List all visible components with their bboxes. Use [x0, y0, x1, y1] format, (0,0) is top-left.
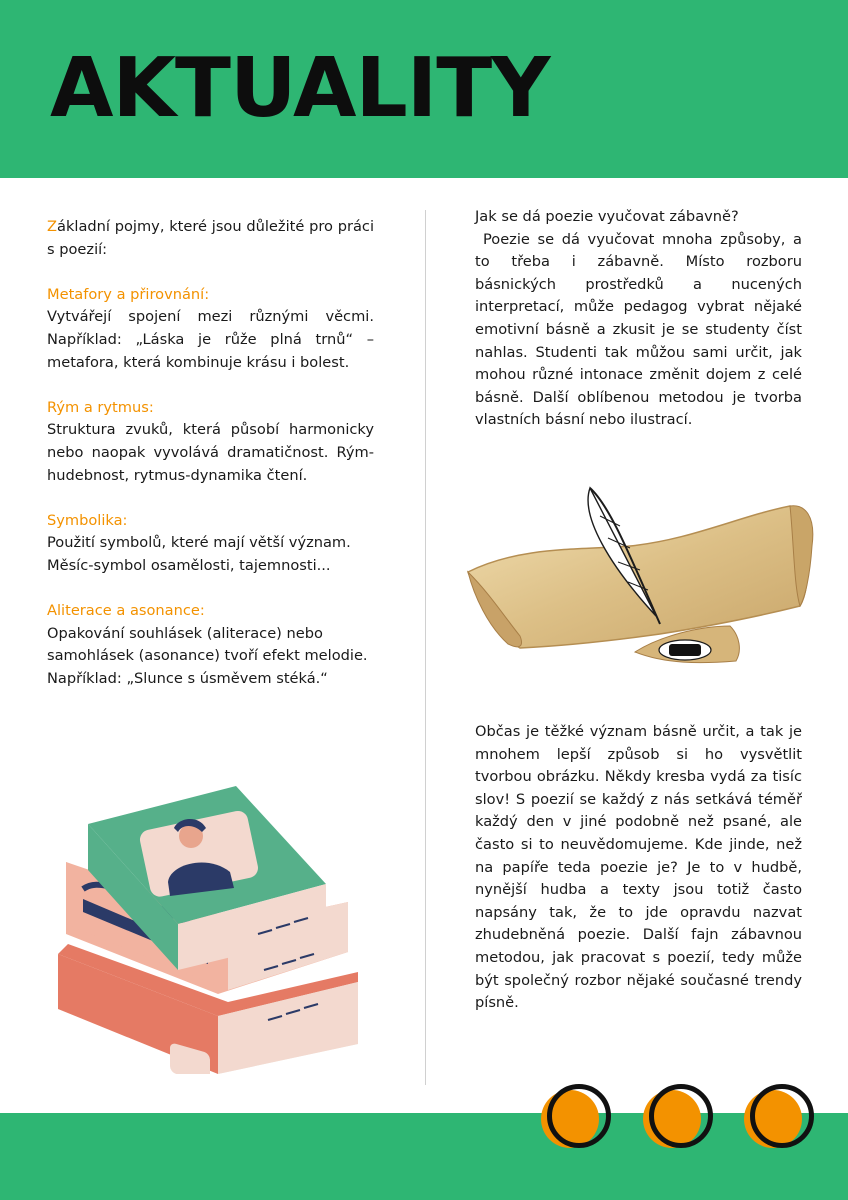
- heading-metafory: Metafory a přirovnání:: [47, 285, 210, 303]
- body-rym: Struktura zvuků, která působí harmonicky nebo naopak vyvolává dramatičnost. Rým-hudebnost, rytmus-dynamika čtení.: [47, 421, 374, 484]
- body-symbolika: Použití symbolů, které mají větší význam.: [47, 534, 351, 552]
- body-metafory: Vytvářejí spojení mezi různými věcmi. Například: „Láska je růže plná trnů“ – metafora, která kombinuje krásu i bolest.: [47, 308, 374, 371]
- heading-symbolika: Symbolika:: [47, 511, 128, 529]
- intro-first-letter: Z: [47, 218, 57, 235]
- column-divider: [425, 210, 426, 1085]
- heading-rym: Rým a rytmus:: [47, 398, 154, 416]
- intro-text: ákladní pojmy, které jsou důležité pro práci s poezií:: [47, 218, 374, 258]
- page-title: AKTUALITY: [50, 41, 550, 136]
- parchment-scroll-with-quill-illustration: [460, 476, 820, 676]
- right-column: [475, 206, 802, 432]
- body-aliterace: Opakování souhlásek (aliterace) nebo samohlásek (asonance) tvoří efekt melodie. Například: „Slunce s úsměvem stéká.“: [47, 624, 368, 687]
- decorative-circle-icon: [643, 1084, 709, 1150]
- decorative-circle-icon: [541, 1084, 607, 1150]
- right-paragraph-1: [475, 229, 802, 432]
- left-column: [47, 216, 374, 690]
- right-paragraph-1-text: Poezie se dá vyučovat mnoha způsoby, a to třeba i zábavně. Místo rozboru básnických prostředků a nucených interpretací, může pedagog vybrat nějaké emotivní básně a zkusit je se studenty číst nahlas. Studenti tak můžou sami určit, jak mohou různé intonace změnit dojem z celé básně. Další oblíbenou metodou je tvorba vlastních básní nebo ilustrací.: [475, 230, 802, 429]
- body-symbolika-example: Měsíc-symbol osamělosti, tajemnosti...: [47, 556, 331, 574]
- right-paragraph-2: Občas je těžké význam básně určit, a tak je mnohem lepší způsob si ho vysvětlit tvorbou obrázku. Někdy kresba vydá za tisíc slov! S poezií se každý z nás setkává téměř každý den v jiné podobně než psané, ale často si to neuvědomujeme. Kde jinde, než na papíře teda poezie je? Je to v hudbě, nynější hudba a texty jsou totiž často napsány tak, že to jde opravdu nazvat zhudebněná poezie. Další fajn zábavnou metodou, jak pracovat s poezií, tedy může být společný rozbor nějaké současné trendy písně.: [475, 723, 802, 1012]
- intro-paragraph: [47, 216, 374, 261]
- stacked-books-illustration: [58, 784, 363, 1074]
- right-intro: Jak se dá poezie vyučovat zábavně?: [475, 208, 739, 225]
- heading-aliterace: Aliterace a asonance:: [47, 602, 205, 620]
- footer-band: [0, 1113, 848, 1200]
- decorative-circle-icon: [744, 1084, 810, 1150]
